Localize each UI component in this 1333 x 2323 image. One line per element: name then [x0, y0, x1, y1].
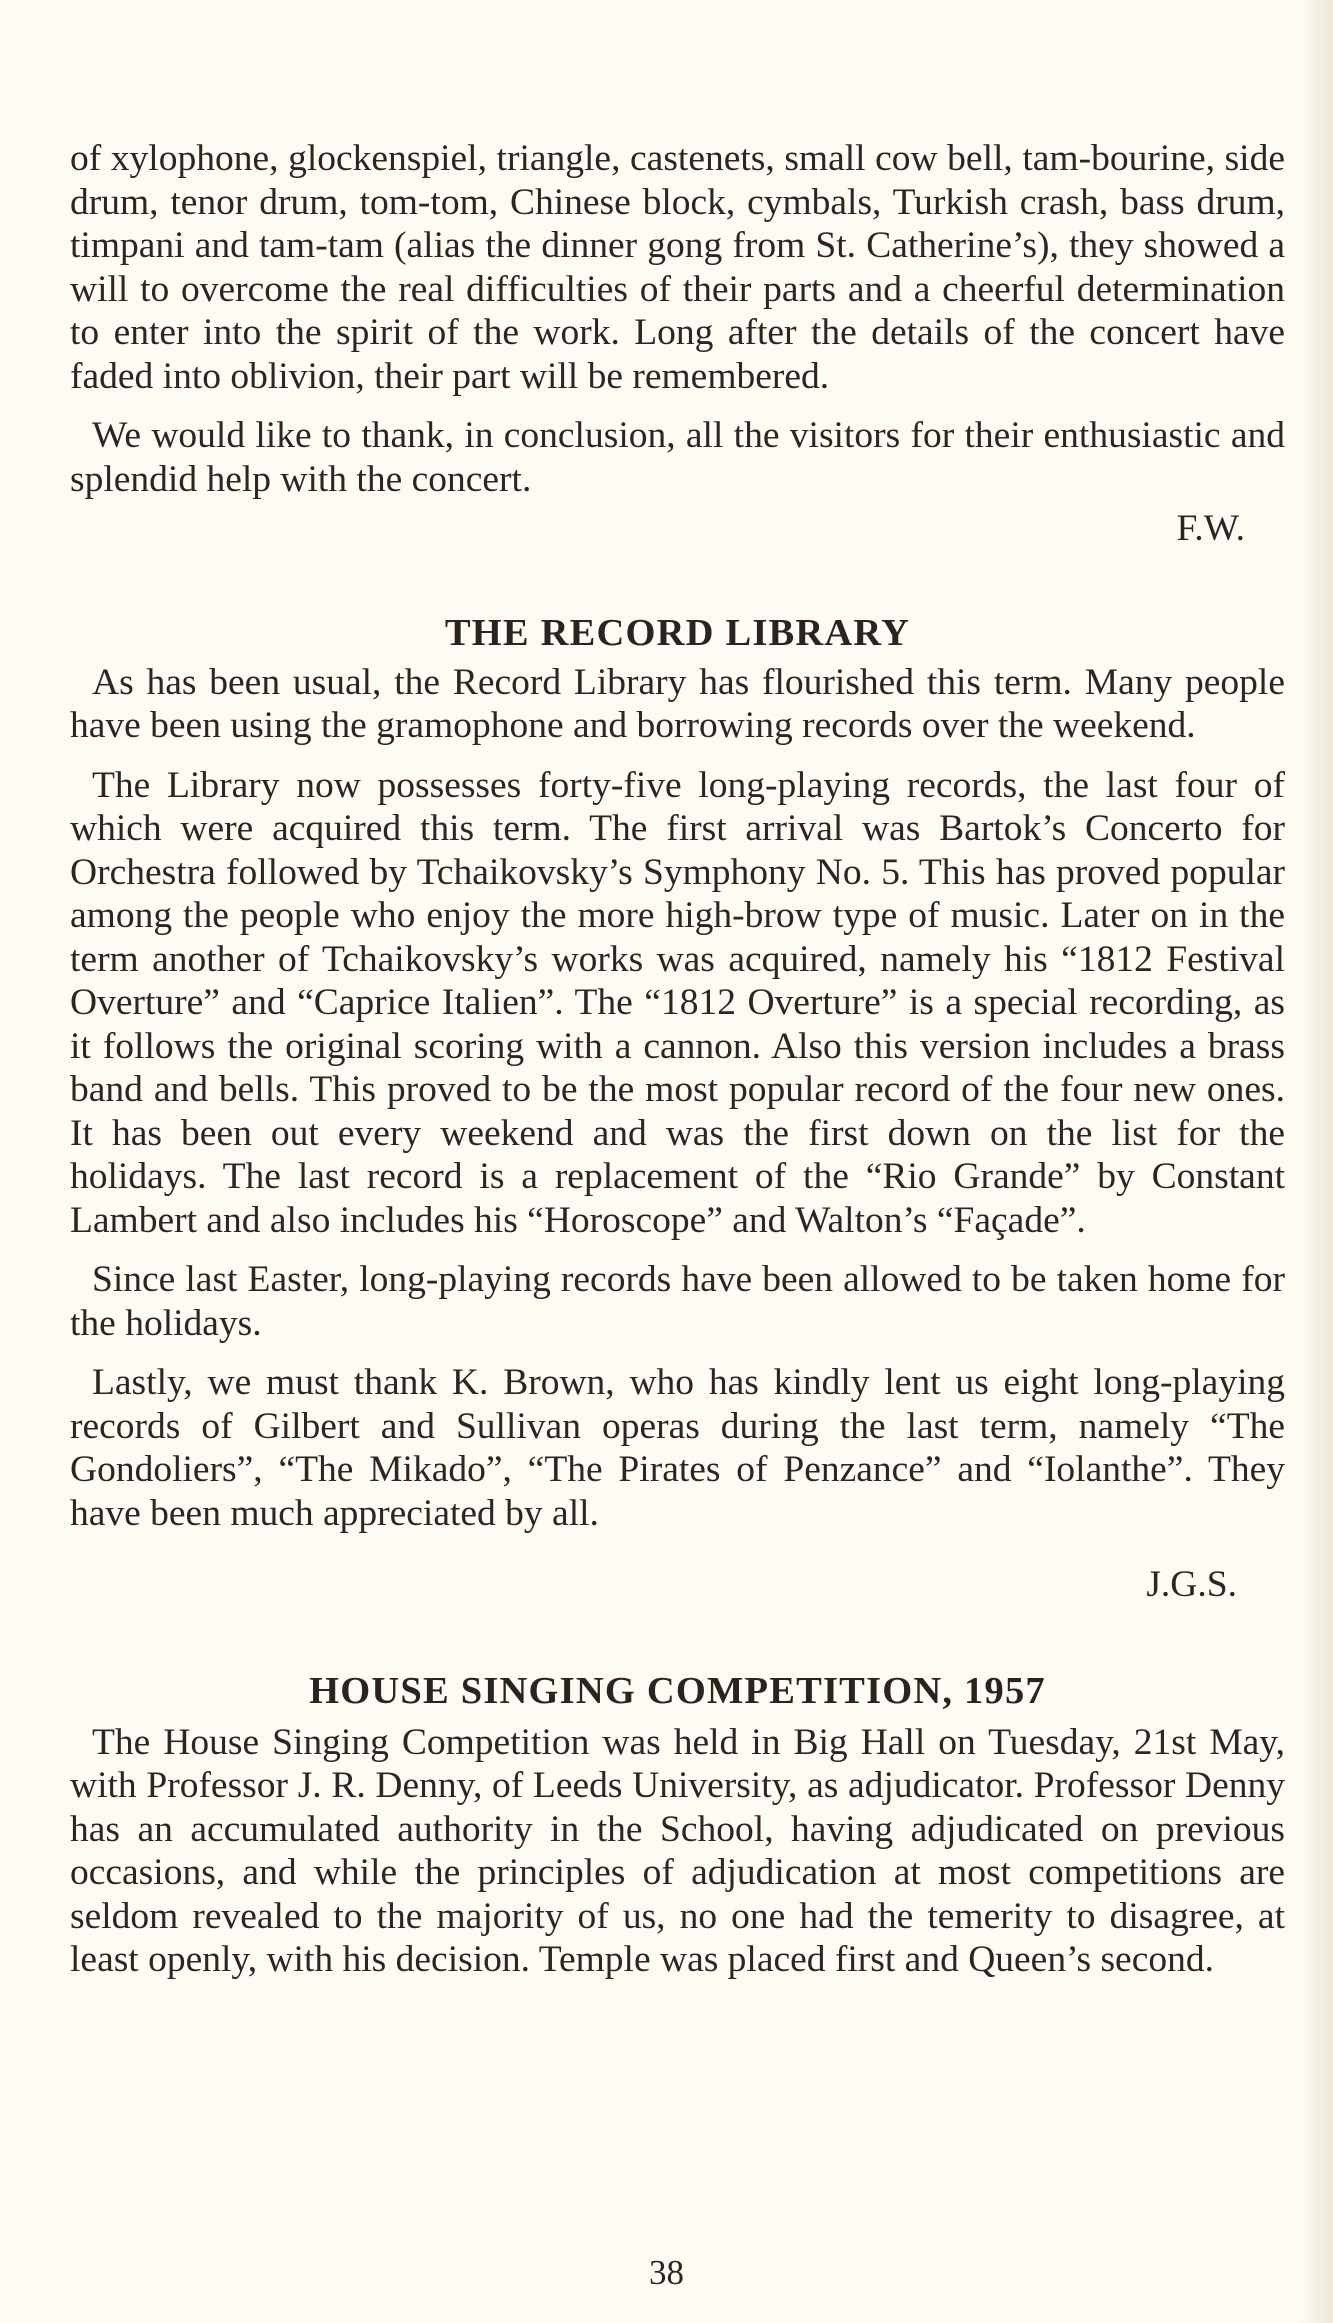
house-singing-heading: HOUSE SINGING COMPETITION, 1957	[309, 1669, 1046, 1712]
page-content	[70, 137, 1285, 1982]
house-singing-paragraph-1: The House Singing Competition was held in Big Hall on Tuesday, 21st May, with Professor J. R. Denny, of Leeds University, as adjudicator. Professor Denny has an accumulated authority in the School, having adjudicated on previous occasions, and while the principles of adjudication at most competitions are seldom revealed to the majority of us, no one had the temerity to disagree, at least openly, with his decision. Temple was placed first and Queen’s second.	[70, 1721, 1285, 1980]
record-library-paragraph-1: As has been usual, the Record Library has flourished this term. Many people have been using the gramophone and borrowing records over the weekend.	[70, 661, 1285, 746]
house-singing-section	[70, 1669, 1285, 1982]
concert-report-continuation	[70, 137, 1285, 551]
record-library-paragraph-2: The Library now possesses forty-five long-playing records, the last four of which were acquired this term. The first arrival was Bartok’s Concerto for Orchestra followed by Tchaikovsky’s Symphony No. 5. This has proved popular among the people who enjoy the more high-brow type of music. Later on in the term another of Tchaikovsky’s works was acquired, namely his “1812 Festival Overture” and “Caprice Italien”. The “1812 Overture” is a special recording, as it follows the original scoring with a cannon. Also this version includes a brass band and bells. This proved to be the most popular record of the four new ones. It has been out every weekend and was the first down on the list for the holidays. The last record is a replacement of the “Rio Grande” by Constant Lambert and also includes his “Horoscope” and Walton’s “Façade”.	[70, 764, 1285, 1241]
concert-paragraph-2: We would like to thank, in conclusion, all the visitors for their enthusiastic and splendid help with the concert.	[70, 415, 1285, 500]
record-library-paragraph-4: Lastly, we must thank K. Brown, who has kindly lent us eight long-playing records of Gilbert and Sullivan operas during the last term, namely “The Gondoliers”, “The Mikado”, “The Pirates of Penzance” and “Iolanthe”. They have been much appreciated by all.	[70, 1362, 1285, 1534]
concert-signature: F.W.	[1176, 508, 1245, 549]
page-number: 38	[649, 2253, 684, 2292]
concert-paragraph-1: of xylophone, glockenspiel, triangle, castenets, small cow bell, tam-bourine, side drum, tenor drum, tom-tom, Chinese block, cymbals, Turkish crash, bass drum, timpani and tam-tam (alias the dinner gong from St. Catherine’s), they showed a will to overcome the real difficulties of their parts and a cheerful determination to enter into the spirit of the work. Long after the details of the concert have faded into oblivion, their part will be remembered.	[70, 138, 1285, 397]
record-library-section	[70, 611, 1285, 1607]
page-edge-shadow	[1299, 0, 1333, 2323]
record-library-paragraph-3: Since last Easter, long-playing records have been allowed to be taken home for the holidays.	[70, 1259, 1285, 1344]
record-library-signature: J.G.S.	[1146, 1564, 1237, 1605]
record-library-heading: THE RECORD LIBRARY	[444, 611, 911, 654]
